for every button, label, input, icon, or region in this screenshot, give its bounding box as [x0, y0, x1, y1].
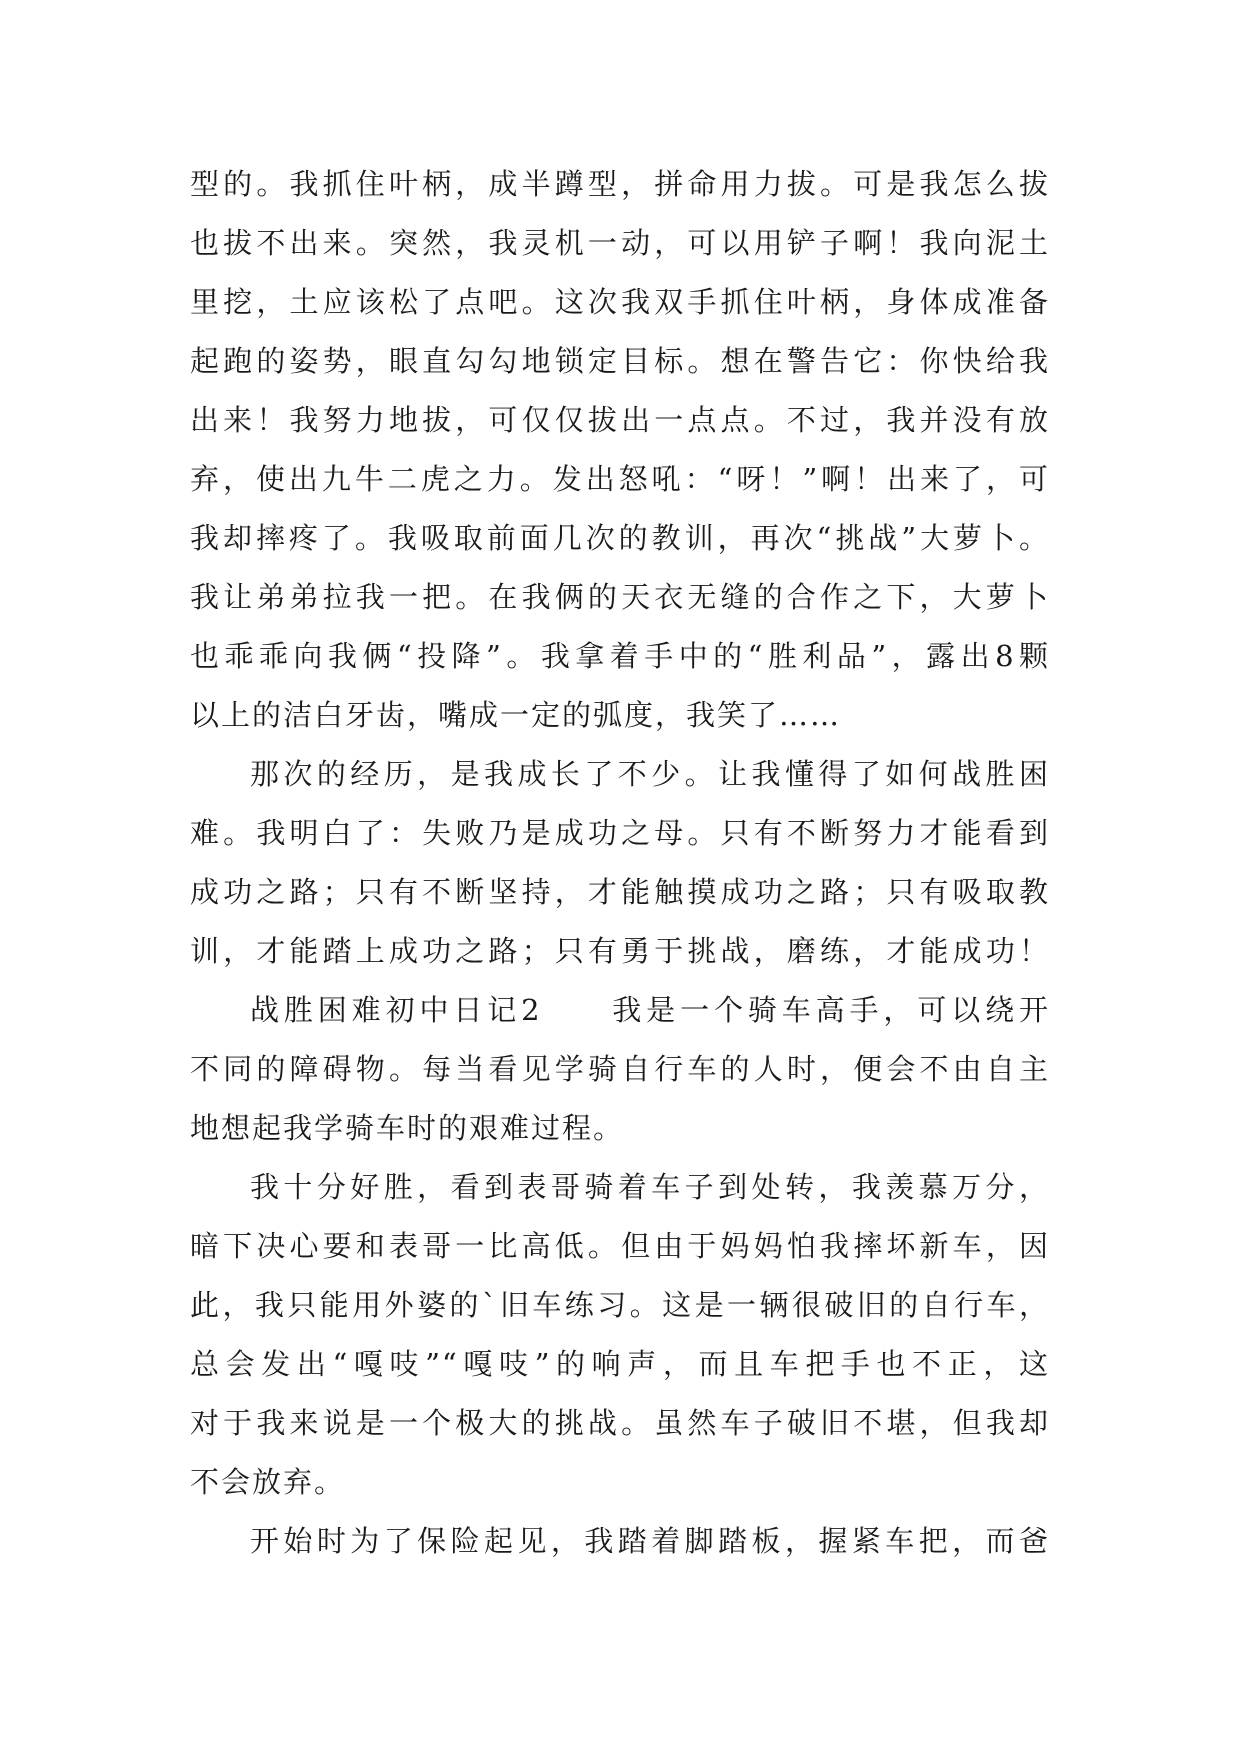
text-line: 地想起我学骑车时的艰难过程。	[190, 1111, 625, 1145]
text-line: 成功之路；只有不断坚持，才能触摸成功之路；只有吸取教	[190, 875, 1050, 909]
text-line: 我十分好胜，看到表哥骑着车子到处转，我羡慕万分，	[250, 1170, 1050, 1204]
text-line: 对于我来说是一个极大的挑战。虽然车子破旧不堪，但我却	[190, 1406, 1050, 1440]
text-line: 战胜困难初中日记2 我是一个骑车高手，可以绕开	[250, 993, 1050, 1027]
text-line: 型的。我抓住叶柄，成半蹲型，拼命用力拔。可是我怎么拔	[190, 167, 1050, 201]
text-line: 此，我只能用外婆的`旧车练习。这是一辆很破旧的自行车，	[190, 1288, 1050, 1322]
text-line: 不会放弃。	[190, 1465, 346, 1499]
text-line: 难。我明白了：失败乃是成功之母。只有不断努力才能看到	[190, 816, 1050, 850]
text-line: 暗下决心要和表哥一比高低。但由于妈妈怕我摔坏新车，因	[190, 1229, 1050, 1263]
text-line: 也乖乖向我俩“投降”。我拿着手中的“胜利品”，露出8颗	[190, 639, 1050, 673]
text-line: 以上的洁白牙齿，嘴成一定的弧度，我笑了……	[190, 698, 842, 732]
text-line: 我却摔疼了。我吸取前面几次的教训，再次“挑战”大萝卜。	[190, 521, 1050, 555]
text-line: 总会发出“嘎吱”“嘎吱”的响声，而且车把手也不正，这	[190, 1347, 1050, 1381]
text-line: 训，才能踏上成功之路；只有勇于挑战，磨练，才能成功！	[190, 934, 1050, 968]
text-line: 弃，使出九牛二虎之力。发出怒吼：“呀！”啊！出来了，可	[190, 462, 1050, 496]
text-line: 不同的障碍物。每当看见学骑自行车的人时，便会不由自主	[190, 1052, 1050, 1086]
text-line: 我让弟弟拉我一把。在我俩的天衣无缝的合作之下，大萝卜	[190, 580, 1050, 614]
text-line: 也拔不出来。突然，我灵机一动，可以用铲子啊！我向泥土	[190, 226, 1050, 260]
text-line: 里挖，土应该松了点吧。这次我双手抓住叶柄，身体成准备	[190, 285, 1050, 319]
text-line: 开始时为了保险起见，我踏着脚踏板，握紧车把，而爸	[250, 1524, 1050, 1558]
body-text	[190, 155, 1050, 1571]
text-line: 起跑的姿势，眼直勾勾地锁定目标。想在警告它：你快给我	[190, 344, 1050, 378]
text-line: 那次的经历，是我成长了不少。让我懂得了如何战胜困	[250, 757, 1050, 791]
text-line: 出来！我努力地拔，可仅仅拔出一点点。不过，我并没有放	[190, 403, 1050, 437]
